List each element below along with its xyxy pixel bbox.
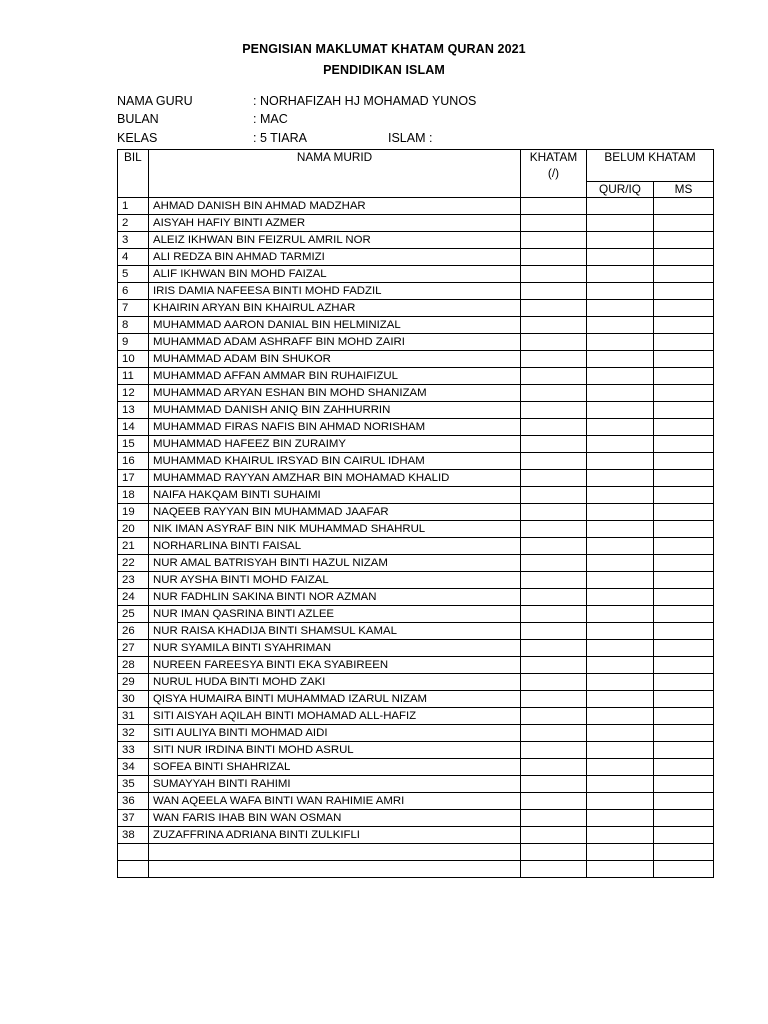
qur-iq-cell[interactable] xyxy=(587,317,654,334)
table-row xyxy=(118,198,714,215)
khatam-label: KHATAM xyxy=(529,150,578,164)
row-number: 26 xyxy=(118,623,149,640)
khatam-cell[interactable] xyxy=(521,555,587,572)
table-row xyxy=(118,640,714,657)
table-row xyxy=(118,385,714,402)
ms-cell[interactable] xyxy=(654,708,714,725)
khatam-cell[interactable] xyxy=(521,351,587,368)
document-title: PENGISIAN MAKLUMAT KHATAM QURAN 2021 xyxy=(242,42,526,56)
table-row xyxy=(118,861,714,878)
table-row xyxy=(118,725,714,742)
ms-cell[interactable] xyxy=(654,266,714,283)
khatam-cell[interactable] xyxy=(521,402,587,419)
qur-iq-cell[interactable] xyxy=(587,810,654,827)
ms-cell[interactable] xyxy=(654,385,714,402)
table-row xyxy=(118,555,714,572)
ms-cell[interactable] xyxy=(654,810,714,827)
qur-iq-cell[interactable] xyxy=(587,708,654,725)
ms-cell[interactable] xyxy=(654,572,714,589)
ms-cell[interactable] xyxy=(654,759,714,776)
table-row xyxy=(118,436,714,453)
table-row xyxy=(118,538,714,555)
qur-iq-cell[interactable] xyxy=(587,759,654,776)
student-name: NUR AYSHA BINTI MOHD FAIZAL xyxy=(149,572,521,589)
row-number: 13 xyxy=(118,402,149,419)
student-name: NAIFA HAKQAM BINTI SUHAIMI xyxy=(149,487,521,504)
qur-iq-cell[interactable] xyxy=(587,334,654,351)
row-number: 24 xyxy=(118,589,149,606)
qur-iq-cell[interactable] xyxy=(587,351,654,368)
row-number: 18 xyxy=(118,487,149,504)
khatam-cell[interactable] xyxy=(521,657,587,674)
table-row xyxy=(118,504,714,521)
row-number: 17 xyxy=(118,470,149,487)
khatam-cell[interactable] xyxy=(521,810,587,827)
row-number: 29 xyxy=(118,674,149,691)
khatam-cell[interactable] xyxy=(521,436,587,453)
table-row xyxy=(118,810,714,827)
table-row xyxy=(118,453,714,470)
table-row xyxy=(118,657,714,674)
student-name: WAN FARIS IHAB BIN WAN OSMAN xyxy=(149,810,521,827)
table-row xyxy=(118,368,714,385)
qur-iq-cell[interactable] xyxy=(587,844,654,861)
qur-iq-cell[interactable] xyxy=(587,470,654,487)
ms-cell[interactable] xyxy=(654,657,714,674)
class-value: : 5 TIARA xyxy=(253,131,307,145)
qur-iq-cell[interactable] xyxy=(587,640,654,657)
row-number: 7 xyxy=(118,300,149,317)
student-name: MUHAMMAD DANISH ANIQ BIN ZAHHURRIN xyxy=(149,402,521,419)
khatam-cell[interactable] xyxy=(521,776,587,793)
ms-cell[interactable] xyxy=(654,470,714,487)
qur-iq-cell[interactable] xyxy=(587,283,654,300)
row-number: 27 xyxy=(118,640,149,657)
row-number: 32 xyxy=(118,725,149,742)
row-number: 10 xyxy=(118,351,149,368)
row-number: 14 xyxy=(118,419,149,436)
student-name: MUHAMMAD AARON DANIAL BIN HELMINIZAL xyxy=(149,317,521,334)
row-number: 37 xyxy=(118,810,149,827)
belum-khatam-header: BELUM KHATAM xyxy=(587,150,714,182)
khatam-cell[interactable] xyxy=(521,623,587,640)
ms-cell[interactable] xyxy=(654,640,714,657)
ms-cell[interactable] xyxy=(654,300,714,317)
khatam-cell[interactable] xyxy=(521,453,587,470)
khatam-cell[interactable] xyxy=(521,266,587,283)
student-name: NUR SYAMILA BINTI SYAHRIMAN xyxy=(149,640,521,657)
table-row xyxy=(118,470,714,487)
row-number: 3 xyxy=(118,232,149,249)
ms-cell[interactable] xyxy=(654,844,714,861)
row-number: 21 xyxy=(118,538,149,555)
row-number: 8 xyxy=(118,317,149,334)
ms-cell[interactable] xyxy=(654,691,714,708)
row-number: 30 xyxy=(118,691,149,708)
qur-iq-cell[interactable] xyxy=(587,504,654,521)
student-name: SOFEA BINTI SHAHRIZAL xyxy=(149,759,521,776)
row-number: 22 xyxy=(118,555,149,572)
ms-cell[interactable] xyxy=(654,351,714,368)
qur-iq-cell[interactable] xyxy=(587,606,654,623)
student-name: SITI AULIYA BINTI MOHMAD AIDI xyxy=(149,725,521,742)
row-number: 36 xyxy=(118,793,149,810)
khatam-cell[interactable] xyxy=(521,300,587,317)
teacher-label: NAMA GURU xyxy=(117,94,193,108)
ms-cell[interactable] xyxy=(654,453,714,470)
row-number: 6 xyxy=(118,283,149,300)
student-name: NUR FADHLIN SAKINA BINTI NOR AZMAN xyxy=(149,589,521,606)
nama-murid-header: NAMA MURID xyxy=(149,150,521,198)
ms-cell[interactable] xyxy=(654,776,714,793)
khatam-cell[interactable] xyxy=(521,742,587,759)
class-label: KELAS xyxy=(117,131,158,145)
qur-iq-cell[interactable] xyxy=(587,521,654,538)
khatam-cell[interactable] xyxy=(521,708,587,725)
table-row xyxy=(118,266,714,283)
ms-cell[interactable] xyxy=(654,215,714,232)
khatam-cell[interactable] xyxy=(521,232,587,249)
table-row xyxy=(118,300,714,317)
qur-iq-cell[interactable] xyxy=(587,827,654,844)
table-row xyxy=(118,776,714,793)
ms-cell[interactable] xyxy=(654,402,714,419)
khatam-cell[interactable] xyxy=(521,470,587,487)
row-number: 34 xyxy=(118,759,149,776)
row-number: 4 xyxy=(118,249,149,266)
document-subtitle: PENDIDIKAN ISLAM xyxy=(323,63,445,77)
student-name xyxy=(149,861,521,878)
ms-cell[interactable] xyxy=(654,674,714,691)
khatam-cell[interactable] xyxy=(521,572,587,589)
row-number xyxy=(118,844,149,861)
qur-iq-cell[interactable] xyxy=(587,776,654,793)
row-number: 28 xyxy=(118,657,149,674)
qur-iq-cell[interactable] xyxy=(587,674,654,691)
student-name: ALI REDZA BIN AHMAD TARMIZI xyxy=(149,249,521,266)
khatam-cell[interactable] xyxy=(521,368,587,385)
table-row xyxy=(118,623,714,640)
khatam-cell[interactable] xyxy=(521,861,587,878)
ms-cell[interactable] xyxy=(654,198,714,215)
row-number: 31 xyxy=(118,708,149,725)
month-label: BULAN xyxy=(117,112,159,126)
ms-cell[interactable] xyxy=(654,623,714,640)
student-name: NUR AMAL BATRISYAH BINTI HAZUL NIZAM xyxy=(149,555,521,572)
bil-header: BIL xyxy=(118,150,149,198)
table-row xyxy=(118,419,714,436)
row-number: 19 xyxy=(118,504,149,521)
ms-cell[interactable] xyxy=(654,504,714,521)
khatam-cell[interactable] xyxy=(521,793,587,810)
qur-iq-cell[interactable] xyxy=(587,436,654,453)
row-number: 15 xyxy=(118,436,149,453)
student-name: MUHAMMAD ADAM ASHRAFF BIN MOHD ZAIRI xyxy=(149,334,521,351)
qur-iq-cell[interactable] xyxy=(587,725,654,742)
khatam-cell[interactable] xyxy=(521,725,587,742)
khatam-cell[interactable] xyxy=(521,521,587,538)
teacher-value: : NORHAFIZAH HJ MOHAMAD YUNOS xyxy=(253,94,477,108)
khatam-cell[interactable] xyxy=(521,249,587,266)
student-name: ALEIZ IKHWAN BIN FEIZRUL AMRIL NOR xyxy=(149,232,521,249)
table-row xyxy=(118,793,714,810)
qur-iq-cell[interactable] xyxy=(587,402,654,419)
row-number: 20 xyxy=(118,521,149,538)
qur-iq-cell[interactable] xyxy=(587,657,654,674)
khatam-cell[interactable] xyxy=(521,385,587,402)
student-name: NAQEEB RAYYAN BIN MUHAMMAD JAAFAR xyxy=(149,504,521,521)
ms-cell[interactable] xyxy=(654,487,714,504)
khatam-cell[interactable] xyxy=(521,317,587,334)
qur-iq-cell[interactable] xyxy=(587,215,654,232)
khatam-cell[interactable] xyxy=(521,640,587,657)
ms-header: MS xyxy=(654,182,714,198)
student-name: IRIS DAMIA NAFEESA BINTI MOHD FADZIL xyxy=(149,283,521,300)
khatam-cell[interactable] xyxy=(521,827,587,844)
ms-cell[interactable] xyxy=(654,538,714,555)
qur-iq-cell[interactable] xyxy=(587,419,654,436)
khatam-cell[interactable] xyxy=(521,691,587,708)
ms-cell[interactable] xyxy=(654,555,714,572)
table-row xyxy=(118,708,714,725)
student-name: SITI NUR IRDINA BINTI MOHD ASRUL xyxy=(149,742,521,759)
row-number: 9 xyxy=(118,334,149,351)
table-row xyxy=(118,487,714,504)
row-number: 23 xyxy=(118,572,149,589)
table-row xyxy=(118,283,714,300)
qur-iq-cell[interactable] xyxy=(587,266,654,283)
qur-iq-cell[interactable] xyxy=(587,623,654,640)
khatam-cell[interactable] xyxy=(521,759,587,776)
qur-iq-cell[interactable] xyxy=(587,793,654,810)
ms-cell[interactable] xyxy=(654,589,714,606)
qur-iq-cell[interactable] xyxy=(587,249,654,266)
ms-cell[interactable] xyxy=(654,606,714,623)
ms-cell[interactable] xyxy=(654,334,714,351)
student-name: MUHAMMAD KHAIRUL IRSYAD BIN CAIRUL IDHAM xyxy=(149,453,521,470)
khatam-cell[interactable] xyxy=(521,538,587,555)
khatam-cell[interactable] xyxy=(521,215,587,232)
table-row xyxy=(118,521,714,538)
khatam-cell[interactable] xyxy=(521,844,587,861)
row-number: 35 xyxy=(118,776,149,793)
row-number: 12 xyxy=(118,385,149,402)
qur-iq-cell[interactable] xyxy=(587,385,654,402)
qur-iq-cell[interactable] xyxy=(587,555,654,572)
student-name xyxy=(149,844,521,861)
khatam-cell[interactable] xyxy=(521,674,587,691)
table-row xyxy=(118,844,714,861)
student-name: ZUZAFFRINA ADRIANA BINTI ZULKIFLI xyxy=(149,827,521,844)
ms-cell[interactable] xyxy=(654,742,714,759)
student-name: NORHARLINA BINTI FAISAL xyxy=(149,538,521,555)
khatam-cell[interactable] xyxy=(521,283,587,300)
khatam-cell[interactable] xyxy=(521,419,587,436)
table-row xyxy=(118,827,714,844)
student-name: WAN AQEELA WAFA BINTI WAN RAHIMIE AMRI xyxy=(149,793,521,810)
student-name: MUHAMMAD FIRAS NAFIS BIN AHMAD NORISHAM xyxy=(149,419,521,436)
ms-cell[interactable] xyxy=(654,793,714,810)
student-table xyxy=(117,149,714,878)
row-number: 2 xyxy=(118,215,149,232)
khatam-cell[interactable] xyxy=(521,504,587,521)
row-number: 38 xyxy=(118,827,149,844)
row-number: 1 xyxy=(118,198,149,215)
qur-iq-cell[interactable] xyxy=(587,453,654,470)
student-name: KHAIRIN ARYAN BIN KHAIRUL AZHAR xyxy=(149,300,521,317)
qur-iq-cell[interactable] xyxy=(587,300,654,317)
khatam-cell[interactable] xyxy=(521,334,587,351)
qur-iq-cell[interactable] xyxy=(587,368,654,385)
table-row xyxy=(118,589,714,606)
table-row xyxy=(118,572,714,589)
khatam-cell[interactable] xyxy=(521,589,587,606)
student-name: MUHAMMAD ARYAN ESHAN BIN MOHD SHANIZAM xyxy=(149,385,521,402)
ms-cell[interactable] xyxy=(654,317,714,334)
ms-cell[interactable] xyxy=(654,283,714,300)
row-number: 33 xyxy=(118,742,149,759)
qur-iq-cell[interactable] xyxy=(587,232,654,249)
ms-cell[interactable] xyxy=(654,232,714,249)
student-name: NUR IMAN QASRINA BINTI AZLEE xyxy=(149,606,521,623)
khatam-header xyxy=(521,150,587,198)
ms-cell[interactable] xyxy=(654,249,714,266)
table-row xyxy=(118,606,714,623)
table-row xyxy=(118,249,714,266)
student-name: NIK IMAN ASYRAF BIN NIK MUHAMMAD SHAHRUL xyxy=(149,521,521,538)
qur-iq-cell[interactable] xyxy=(587,572,654,589)
student-name: NURUL HUDA BINTI MOHD ZAKI xyxy=(149,674,521,691)
row-number xyxy=(118,861,149,878)
qur-iq-header: QUR/IQ xyxy=(587,182,654,198)
table-row xyxy=(118,742,714,759)
student-name: NUR RAISA KHADIJA BINTI SHAMSUL KAMAL xyxy=(149,623,521,640)
student-name: MUHAMMAD HAFEEZ BIN ZURAIMY xyxy=(149,436,521,453)
student-name: MUHAMMAD RAYYAN AMZHAR BIN MOHAMAD KHALID xyxy=(149,470,521,487)
qur-iq-cell[interactable] xyxy=(587,861,654,878)
table-row xyxy=(118,232,714,249)
qur-iq-cell[interactable] xyxy=(587,538,654,555)
khatam-cell[interactable] xyxy=(521,198,587,215)
ms-cell[interactable] xyxy=(654,436,714,453)
student-name: MUHAMMAD AFFAN AMMAR BIN RUHAIFIZUL xyxy=(149,368,521,385)
student-name: NUREEN FAREESYA BINTI EKA SYABIREEN xyxy=(149,657,521,674)
student-name: ALIF IKHWAN BIN MOHD FAIZAL xyxy=(149,266,521,283)
table-row xyxy=(118,317,714,334)
table-row xyxy=(118,402,714,419)
qur-iq-cell[interactable] xyxy=(587,487,654,504)
qur-iq-cell[interactable] xyxy=(587,742,654,759)
ms-cell[interactable] xyxy=(654,521,714,538)
qur-iq-cell[interactable] xyxy=(587,589,654,606)
table-row xyxy=(118,215,714,232)
ms-cell[interactable] xyxy=(654,419,714,436)
qur-iq-cell[interactable] xyxy=(587,198,654,215)
ms-cell[interactable] xyxy=(654,827,714,844)
student-name: QISYA HUMAIRA BINTI MUHAMMAD IZARUL NIZAM xyxy=(149,691,521,708)
student-name: AHMAD DANISH BIN AHMAD MADZHAR xyxy=(149,198,521,215)
table-row xyxy=(118,674,714,691)
student-name: AISYAH HAFIY BINTI AZMER xyxy=(149,215,521,232)
table-row xyxy=(118,759,714,776)
ms-cell[interactable] xyxy=(654,368,714,385)
month-value: : MAC xyxy=(253,112,288,126)
table-row xyxy=(118,334,714,351)
row-number: 11 xyxy=(118,368,149,385)
khatam-mark: (/) xyxy=(547,166,560,180)
student-name: MUHAMMAD ADAM BIN SHUKOR xyxy=(149,351,521,368)
row-number: 25 xyxy=(118,606,149,623)
table-row xyxy=(118,351,714,368)
student-name: SUMAYYAH BINTI RAHIMI xyxy=(149,776,521,793)
ms-cell[interactable] xyxy=(654,861,714,878)
ms-cell[interactable] xyxy=(654,725,714,742)
row-number: 5 xyxy=(118,266,149,283)
student-name: SITI AISYAH AQILAH BINTI MOHAMAD ALL-HAFIZ xyxy=(149,708,521,725)
qur-iq-cell[interactable] xyxy=(587,691,654,708)
khatam-cell[interactable] xyxy=(521,487,587,504)
khatam-cell[interactable] xyxy=(521,606,587,623)
row-number: 16 xyxy=(118,453,149,470)
table-row xyxy=(118,691,714,708)
islam-label: ISLAM : xyxy=(388,131,433,145)
